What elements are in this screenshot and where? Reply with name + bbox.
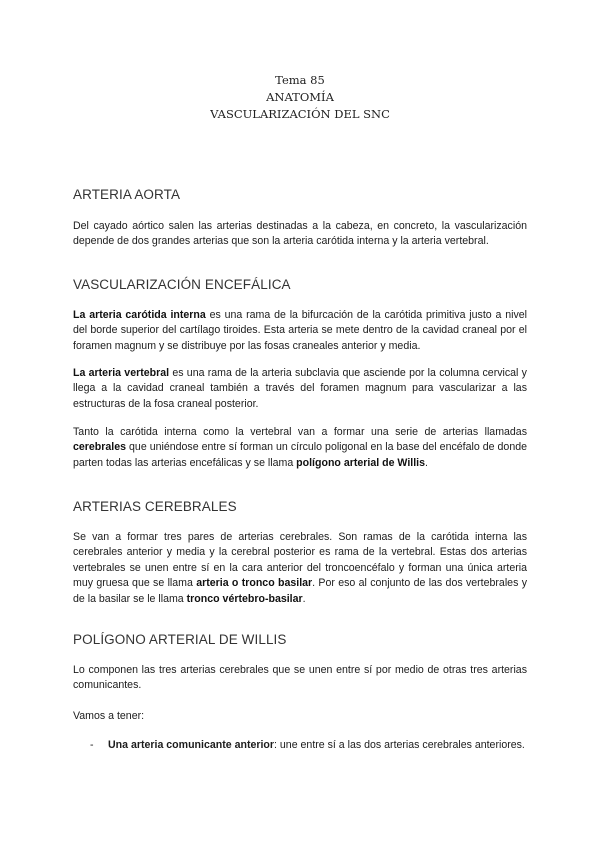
paragraph-poligono-intro: Tanto la carótida interna como la vertebral van a formar una serie de arterias llamadas cerebrales que uniéndose entre sí forman un círculo poligonal en la base del encéfalo de donde parten todas las arterias encefálicas y se llama polígono arterial de Willis. bbox=[73, 426, 527, 469]
paragraph-arteria-vertebral: La arteria vertebral es una rama de la arteria subclavia que asciende por la columna cervical y llega a la cavidad craneal también a través del foramen magnum para vascularizar a las estructuras de la fosa craneal posterior. bbox=[73, 367, 527, 410]
bold-tronco-vertebro-basilar: tronco vértebro-basilar bbox=[186, 592, 303, 605]
heading-arteria-aorta: ARTERIA AORTA bbox=[73, 187, 181, 202]
paragraph-willis-componen: Lo componen las tres arterias cerebrales que se unen entre sí por medio de otras tres arterias comunicantes. bbox=[73, 664, 527, 692]
topic-title: VASCULARIZACIÓN DEL SNC bbox=[210, 107, 390, 121]
list-dash: - bbox=[90, 739, 94, 751]
heading-arterias-cerebrales: ARTERIAS CEREBRALES bbox=[73, 499, 237, 514]
bold-tronco-basilar: arteria o tronco basilar bbox=[196, 577, 313, 590]
bold-arteria-vertebral: La arteria vertebral bbox=[73, 367, 170, 379]
list-item-comunicante-anterior: - Una arteria comunicante anterior: une entre sí a las dos arterias cerebrales anteriores. bbox=[90, 738, 527, 753]
document-title-block bbox=[0, 72, 600, 123]
bold-carotida-interna: La arteria carótida interna bbox=[73, 309, 206, 321]
subject-title: ANATOMÍA bbox=[266, 90, 334, 104]
heading-poligono-willis: POLÍGONO ARTERIAL DE WILLIS bbox=[73, 632, 287, 647]
bold-comunicante-anterior: Una arteria comunicante anterior bbox=[108, 739, 275, 751]
bold-cerebrales: cerebrales bbox=[73, 441, 127, 454]
paragraph-aorta: Del cayado aórtico salen las arterias destinadas a la cabeza, en concreto, la vascularización depende de dos grandes arterias que son la arteria carótida interna y la arteria vertebral. bbox=[73, 220, 527, 248]
heading-vascularizacion-encefalica: VASCULARIZACIÓN ENCEFÁLICA bbox=[73, 277, 291, 292]
tema-number: Tema 85 bbox=[275, 73, 325, 87]
paragraph-arterias-cerebrales: Se van a formar tres pares de arterias cerebrales. Son ramas de la carótida interna las cerebrales anterior y media y la cerebral posterior es rama de la vertebral. Estas dos arterias vertebrales se unen entre sí en la cara anterior del troncoencéfalo y forman una única arteria muy gruesa que se llama arteria o tronco basilar. Por eso al conjunto de las dos vertebrales y de la basilar se le llama tronco vértebro-basilar. bbox=[73, 531, 527, 605]
paragraph-vamos-a-tener: Vamos a tener: bbox=[73, 710, 145, 722]
bold-poligono-willis: polígono arterial de Willis bbox=[296, 456, 425, 469]
paragraph-carotida-interna: La arteria carótida interna es una rama de la bifurcación de la carótida primitiva justo a nivel del borde superior del cartílago tiroides. Esta arteria se mete dentro de la cavidad craneal por el foramen magnum y se distribuye por las fosas craneales anterior y media. bbox=[73, 309, 528, 352]
